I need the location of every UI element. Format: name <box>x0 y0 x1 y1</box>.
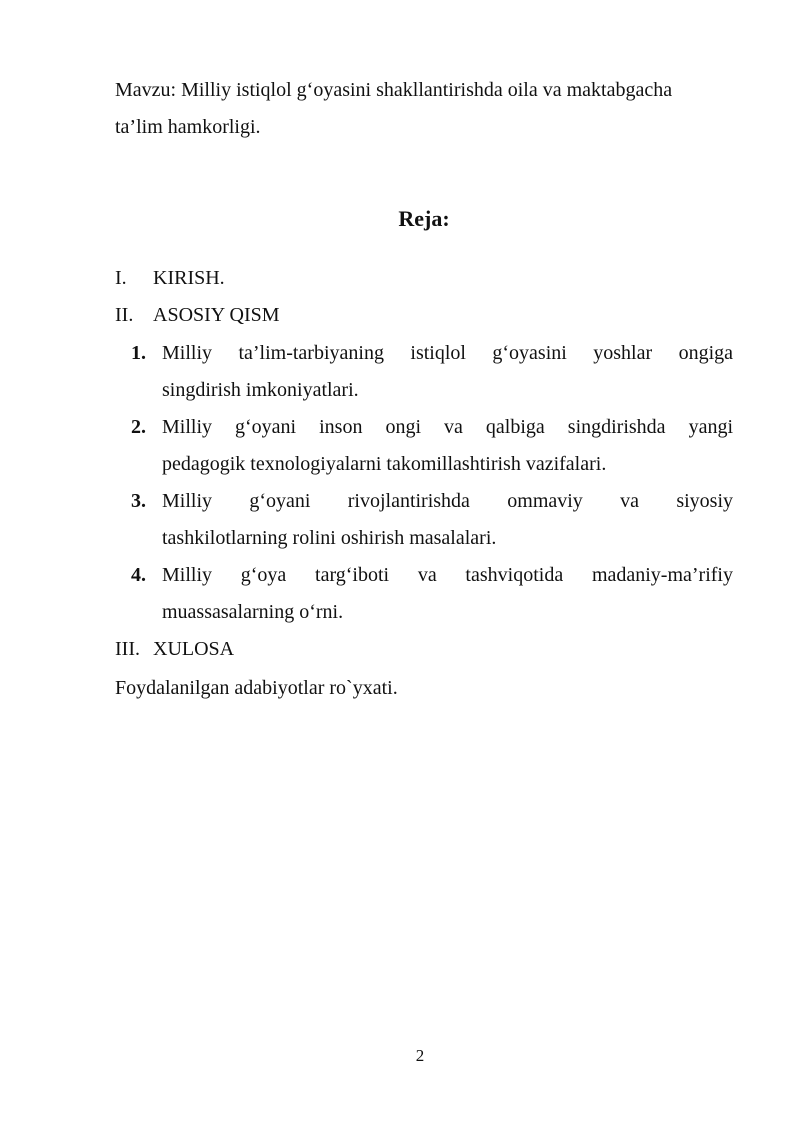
section-introduction <box>115 264 225 292</box>
item-line-2: tashkilotlarning rolini oshirish masalalari. <box>162 527 497 549</box>
plan-item-2 <box>131 409 733 483</box>
item-number: 3. <box>131 490 146 512</box>
section-number: I. <box>115 267 127 289</box>
item-line-1: Milliy g‘oyani inson ongi va qalbiga singdirishda yangi <box>162 416 733 438</box>
item-line-1: Milliy ta’lim-tarbiyaning istiqlol g‘oyasini yoshlar ongiga <box>162 342 733 364</box>
section-title: XULOSA <box>153 638 235 660</box>
topic-heading <box>115 72 735 146</box>
plan-item-4 <box>131 557 733 631</box>
section-main-part <box>115 301 280 329</box>
section-number: III. <box>115 638 140 660</box>
item-number: 1. <box>131 342 146 364</box>
topic-line-2: ta’lim hamkorligi. <box>115 116 261 138</box>
plan-item-3 <box>131 483 733 557</box>
item-line-2: pedagogik texnologiyalarni takomillashtirish vazifalari. <box>162 453 607 475</box>
section-number: II. <box>115 304 134 326</box>
item-number: 4. <box>131 564 146 586</box>
item-line-1: Milliy g‘oyani rivojlantirishda ommaviy va siyosiy <box>162 490 733 512</box>
item-number: 2. <box>131 416 146 438</box>
section-title: ASOSIY QISM <box>153 304 280 326</box>
item-line-2: singdirish imkoniyatlari. <box>162 379 359 401</box>
plan-item-1 <box>131 335 733 409</box>
section-title: KIRISH. <box>153 267 225 289</box>
references-title: Foydalanilgan adabiyotlar ro`yxati. <box>115 677 398 699</box>
page-number: 2 <box>415 1046 425 1065</box>
plan-title: Reja: <box>398 206 450 231</box>
section-conclusion <box>115 635 234 663</box>
topic-line-1: Mavzu: Milliy istiqlol g‘oyasini shakllantirishda oila va maktabgacha <box>115 79 673 101</box>
item-line-1: Milliy g‘oya targ‘iboti va tashviqotida madaniy-ma’rifiy <box>162 564 733 586</box>
item-line-2: muassasalarning o‘rni. <box>162 601 344 623</box>
